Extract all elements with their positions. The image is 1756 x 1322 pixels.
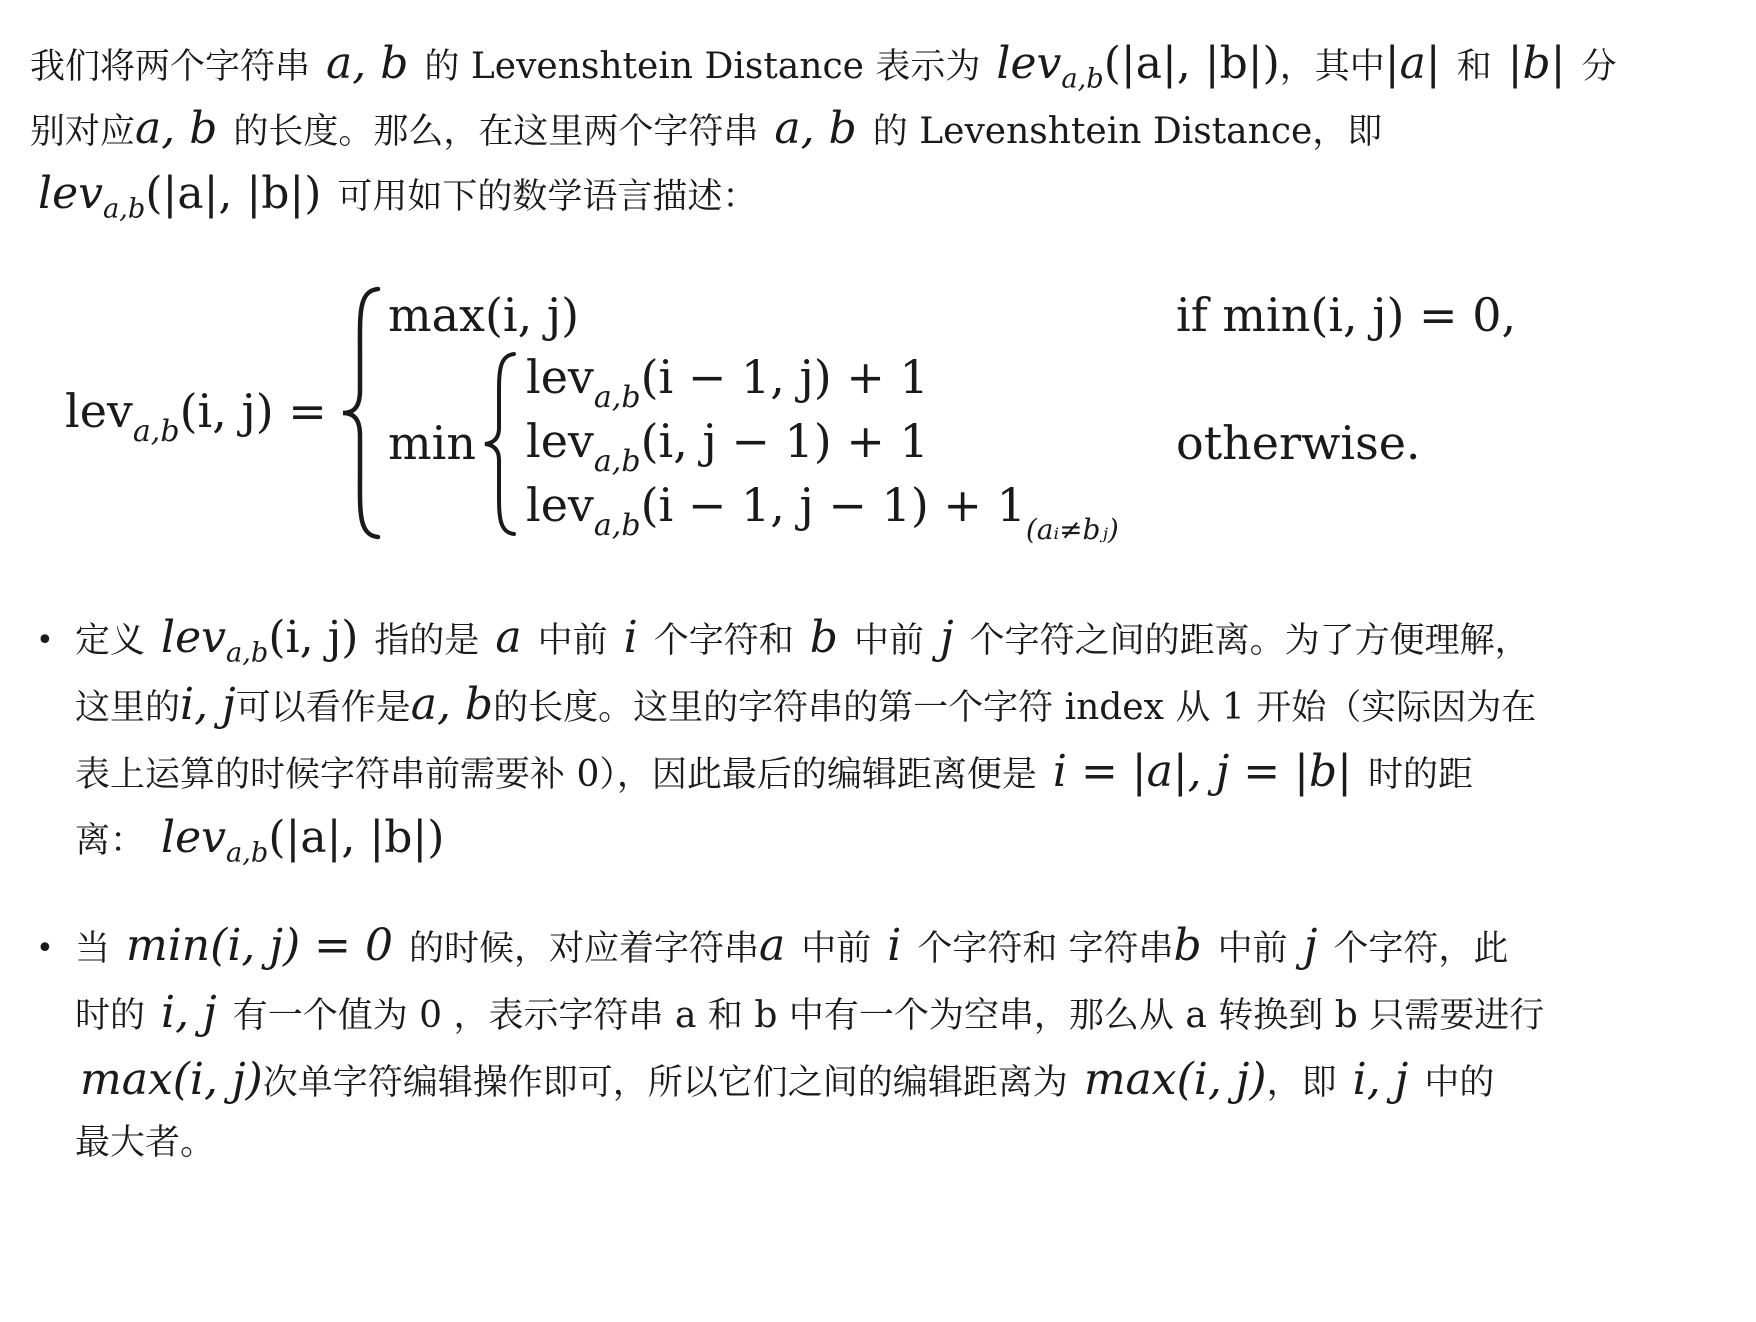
bullet-icon: • bbox=[36, 623, 54, 658]
bullet-1-line-4: 离： lev$_{a,b}$(|a|, |b|) bbox=[75, 812, 445, 869]
bullet-2-line-4: 最大者。 bbox=[75, 1123, 216, 1163]
intro-line-2: 别对应a, b 的长度。那么，在这里两个字符串 a, b 的 Levenshtein Distance，即 bbox=[30, 103, 1383, 154]
bullet-1-line-2: 这里的i, j可以看作是a, b的长度。这里的字符串的第一个字符 index 从 1 开始（实际因为在 bbox=[75, 679, 1537, 730]
bullet-2-line-2: 时的 i, j 有一个值为 0 ，表示字符串 a 和 b 中有一个为空串，那么从 a 转换到 b 只需要进行 bbox=[75, 987, 1545, 1038]
row-insertion: lev$_{a,b}$(i, j − 1) + 1 bbox=[526, 414, 929, 479]
case-max: max(i, j) bbox=[388, 288, 580, 342]
bullet-1-line-3: 表上运算的时候字符串前需要补 0），因此最后的编辑距离便是 i = |a|, j = |b| 时的距 bbox=[75, 746, 1473, 797]
bullet-1-line-1: 定义 lev$_{a,b}$(i, j) 指的是 a 中前 i 个字符和 b 中前 j 个字符之间的距离。为了方便理解， bbox=[75, 612, 1530, 669]
row-substitution: lev$_{a,b}$(i − 1, $j - 1) + 1_{(aᵢ\ne bⱼ)}$ bbox=[526, 478, 1119, 546]
condition-min-zero: if min(i, j) = 0, bbox=[1176, 288, 1517, 342]
inner-brace bbox=[482, 350, 518, 538]
bullet-icon: • bbox=[36, 931, 54, 966]
intro-line-3: lev$_{a,b}$(|a|, |b|) 可用如下的数学语言描述： bbox=[38, 168, 758, 225]
condition-otherwise: otherwise. bbox=[1176, 416, 1421, 470]
row-deletion: lev$_{a,b}$(i − 1, j) + 1 bbox=[526, 350, 929, 415]
bullet-2-line-1: 当 min(i, j) = 0 的时候，对应着字符串a 中前 i 个字符和 字符串b 中前 j 个字符，此 bbox=[75, 920, 1509, 971]
formula-lhs: lev$_{a,b}$(i, j) = bbox=[65, 384, 327, 449]
min-word: min bbox=[388, 416, 476, 470]
intro-line-1: 我们将两个字符串 a, b 的 Levenshtein Distance 表示为 lev$_{a,b}$(|a|, |b|)，其中|a| 和 |b| 分 bbox=[30, 38, 1617, 95]
outer-brace bbox=[340, 285, 384, 540]
bullet-2-line-3: max(i, j)次单字符编辑操作即可，所以它们之间的编辑距离为 max(i, j)，即 i, j 中的 bbox=[80, 1054, 1495, 1105]
